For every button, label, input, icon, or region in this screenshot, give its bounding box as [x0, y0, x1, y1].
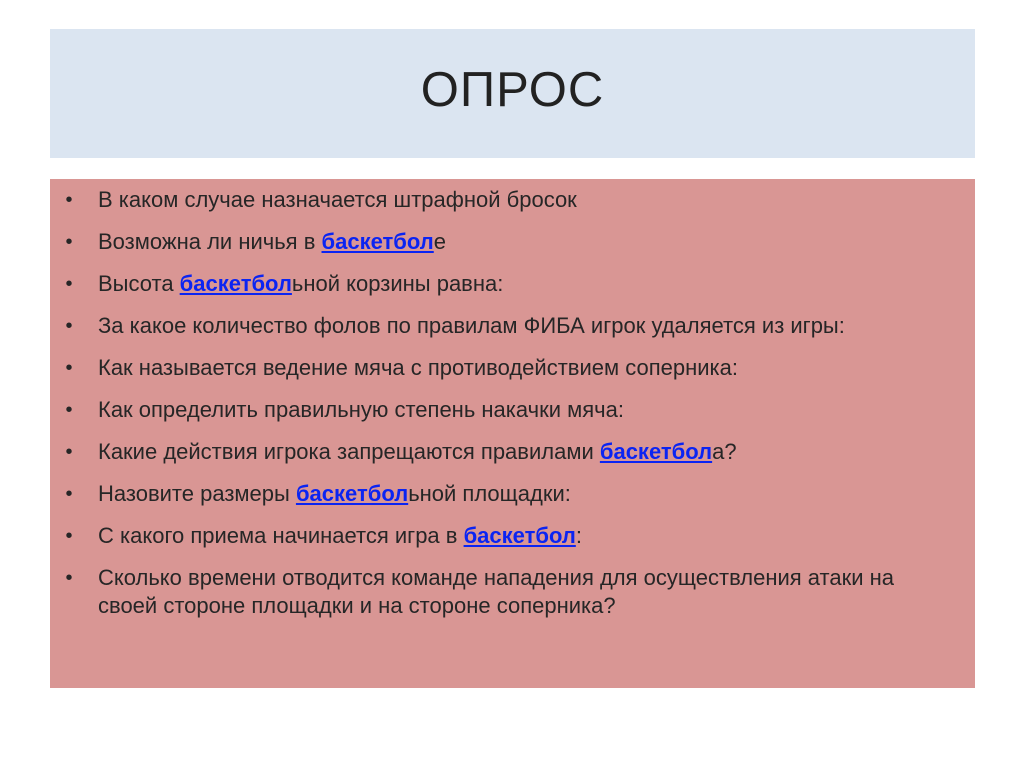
basketball-link[interactable]: баскетбол: [321, 229, 434, 254]
question-text: [98, 480, 935, 508]
list-item: [50, 186, 975, 214]
bullet-icon: •: [65, 189, 73, 211]
list-item: [50, 354, 975, 382]
bullet-icon: •: [65, 525, 73, 547]
question-text: [98, 564, 935, 620]
list-item: [50, 522, 975, 550]
basketball-link[interactable]: баскетбол: [463, 523, 576, 548]
bullet-icon: •: [65, 483, 73, 505]
bullet-icon: •: [65, 567, 73, 589]
question-text: [98, 312, 935, 340]
basketball-link[interactable]: баскетбол: [295, 481, 409, 506]
question-text: [98, 354, 935, 382]
question-text: [98, 228, 935, 256]
list-item: [50, 270, 975, 298]
basketball-link[interactable]: баскетбол: [599, 439, 713, 464]
bullet-icon: •: [65, 231, 73, 253]
bullet-icon: •: [65, 357, 73, 379]
question-text-segment: ьной площадки:: [408, 481, 571, 506]
question-list: [50, 186, 975, 634]
bullet-icon: •: [65, 441, 73, 463]
question-text-segment: За какое количество фолов по правилам ФИБА игрок удаляется из игры:: [98, 313, 845, 338]
question-text-segment: Возможна ли ничья в: [98, 229, 322, 254]
bullet-icon: •: [65, 273, 73, 295]
question-text-segment: Как определить правильную степень накачки мяча:: [98, 397, 624, 422]
list-item: [50, 312, 975, 340]
question-text-segment: е: [433, 229, 447, 254]
question-text-segment: С какого приема начинается игра в: [98, 523, 464, 548]
slide-title: ОПРОС: [420, 62, 605, 117]
question-text-segment: ьной корзины равна:: [291, 271, 504, 296]
question-text-segment: :: [575, 523, 582, 548]
basketball-link[interactable]: баскетбол: [179, 271, 292, 296]
question-text-segment: Назовите размеры: [98, 481, 296, 506]
list-item: [50, 228, 975, 256]
question-text: [98, 522, 935, 550]
question-text-segment: Как называется ведение мяча с противодействием соперника:: [98, 355, 738, 380]
bullet-icon: •: [65, 315, 73, 337]
question-text: [98, 438, 935, 466]
list-item: [50, 564, 975, 620]
question-text-segment: В каком случае назначается штрафной бросок: [98, 187, 577, 212]
question-text-segment: а?: [712, 439, 737, 464]
list-item: [50, 438, 975, 466]
question-text: [98, 186, 935, 214]
content-panel: [50, 179, 975, 688]
question-text-segment: Сколько времени отводится команде нападения для осуществления атаки на своей стороне площадки и на стороне соперника?: [98, 565, 895, 618]
question-text: [98, 396, 935, 424]
bullet-icon: •: [65, 399, 73, 421]
question-text-segment: Какие действия игрока запрещаются правилами: [98, 439, 600, 464]
list-item: [50, 480, 975, 508]
question-text: [98, 270, 935, 298]
question-text-segment: Высота: [98, 271, 180, 296]
list-item: [50, 396, 975, 424]
title-panel: [50, 29, 975, 158]
